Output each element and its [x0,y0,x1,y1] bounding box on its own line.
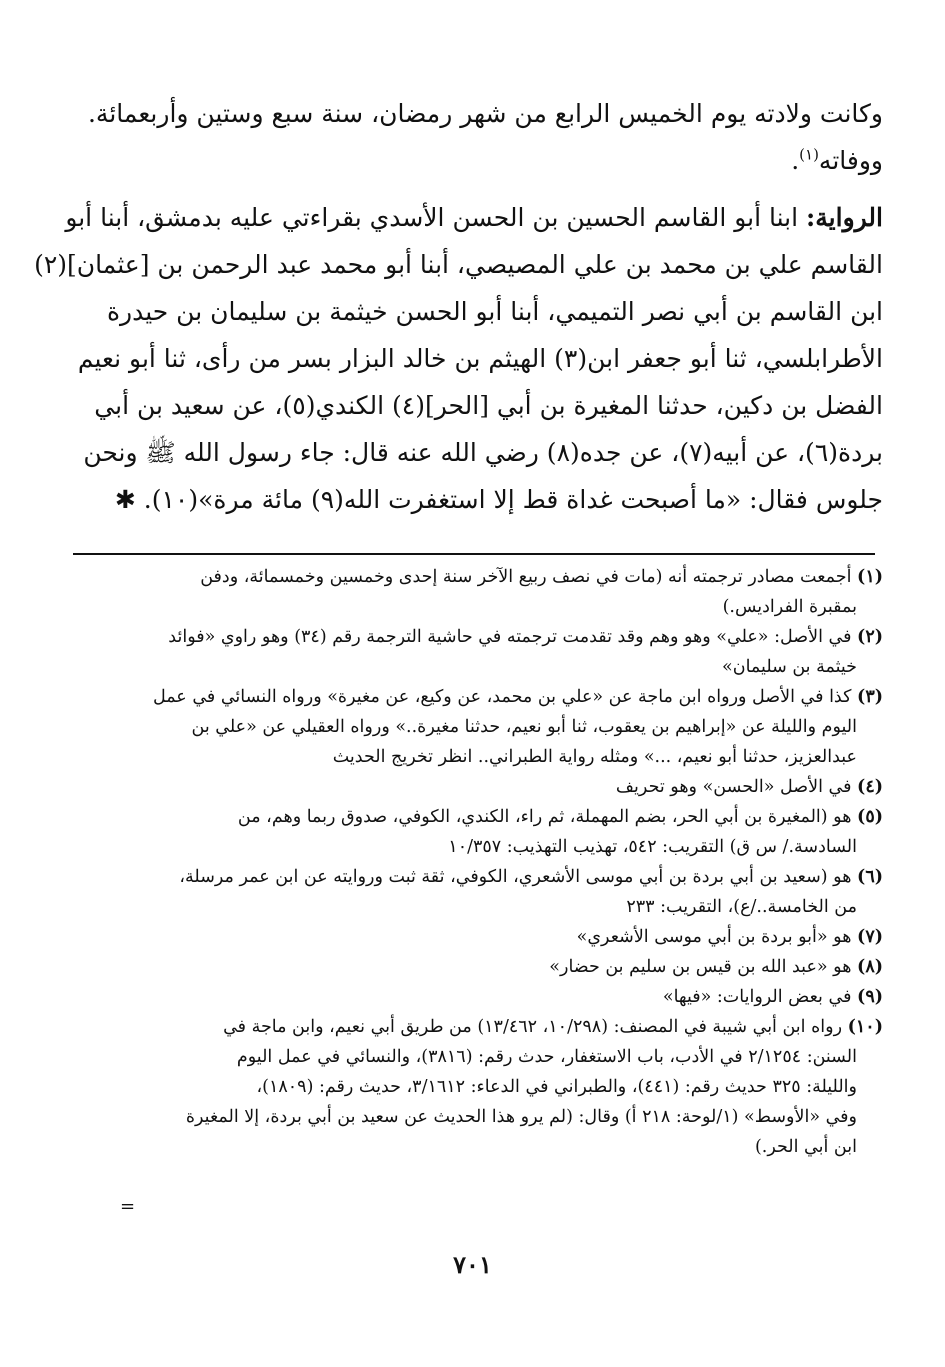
footnote-number: (٤) [857,777,883,797]
footnote-text: هو (المغيرة بن أبي الحر، بضم المهملة، ثم راء، الكندي، الكوفي، صدوق ربما وهم، من [237,807,852,827]
footnote-3-cont-1: اليوم والليلة عن «إبراهيم بن يعقوب، ثنا أبو نعيم، حدثنا مغيرة..» ورواه العقيلي عن «علي بن [191,717,857,737]
death-word: ووفاته [818,146,883,175]
footnote-9 [108,982,883,1012]
text-line-9: جلوس فقال: «ما أصبحت غداة قط إلا استغفرت الله(٩) مائة مرة»(١٠). ✱ [114,485,883,514]
footnote-number: (٦) [857,867,883,887]
footnote-7 [108,922,883,952]
text-line-2 [108,137,883,184]
footnote-number: (٢) [857,627,883,647]
footnote-number: (١) [857,567,883,587]
footnote-text: هو «عبد الله بن قيس بن سليم بن حضار» [549,957,852,977]
text-line-3 [65,194,883,241]
footnote-text: في الأصل «الحسن» وهو تحريف [615,777,852,797]
footnote-10-cont-3: وفي «الأوسط» (١/لوحة: ٢١٨ أ) وقال: (لم يرو هذا الحديث عن سعيد بن أبي بردة، إلا المغيرة [185,1107,857,1127]
footnote-text: هو «أبو بردة بن أبي موسى الأشعري» [576,927,852,947]
line-end-dot: . [791,146,800,175]
continuation-mark: = [120,1196,136,1217]
riwaya-label: الرواية: [806,203,883,232]
footnote-number: (٧) [857,927,883,947]
footnote-10-cont-1: السنن: ٢/١٢٥٤ في الأدب، باب الاستغفار، حدث رقم: (٣٨١٦)، والنسائي في عمل اليوم [236,1047,857,1067]
text-line-8: بردة(٦)، عن أبيه(٧)، عن جده(٨) رضي الله عنه قال: جاء رسول الله ﷺ ونحن [83,438,883,467]
footnote-number: (٣) [857,687,883,707]
footnote-number: (٩) [857,987,883,1007]
footnotes [108,562,883,1162]
footnote-number: (٥) [857,807,883,827]
footnote-text: رواه ابن أبي شيبة في المصنف: (١٠/٢٩٨، ١٣/٤٦٢) من طريق أبي نعيم، وابن ماجة في [223,1017,843,1037]
text-line-4: القاسم علي بن محمد بن علي المصيصي، أبنا أبو محمد عبد الرحمن بن [عثمان](٢) [34,250,883,279]
footnote-ref-1: (١) [799,145,819,164]
paragraph-gap [108,184,883,194]
footnote-10-cont-4: ابن أبي الحر.) [754,1137,857,1157]
footnote-text: في بعض الروايات: «فيها» [662,987,852,1007]
riwaya-text-1: ابنا أبو القاسم الحسين بن الحسن الأسدي بقراءتي عليه بدمشق، أبنا أبو [65,203,799,232]
footnote-number: (١٠) [847,1017,883,1037]
footnote-10-cont-2: والليلة: ٣٢٥ حديث رقم: (٤٤١)، والطبراني في الدعاء: ٣/١٦١٢، حديث رقم: (١٨٠٩)، [256,1077,857,1097]
footnote-2 [108,622,883,652]
footnote-5 [108,802,883,832]
text-line-1: وكانت ولادته يوم الخميس الرابع من شهر رمضان، سنة سبع وستين وأربعمائة. [87,99,883,128]
text-line-6: الأطرابلسي، ثنا أبو جعفر ابن(٣) الهيثم بن خالد البزار بسر من رأى، ثنا أبو نعيم [77,344,883,373]
text-line-5: ابن القاسم بن أبي نصر التميمي، أبنا أبو الحسن خيثمة بن سليمان بن حيدرة [106,297,883,326]
footnote-5-cont: السادسة./ س ق) التقريب: ٥٤٢، تهذيب التهذيب: ١٠/٣٥٧ [448,837,857,857]
footnote-3-cont-2: عبدالعزيز، حدثنا أبو نعيم، ...» ومثله رواية الطبراني.. انظر تخريج الحديث [332,747,857,767]
text-line-7: الفضل بن دكين، حدثنا المغيرة بن أبي [الحر](٤) الكندي(٥)، عن سعيد بن أبي [94,391,883,420]
footnote-10 [108,1012,883,1042]
footnote-separator [73,553,875,555]
footnote-text: أجمعت مصادر ترجمته أنه (مات في نصف ربيع الآخر سنة إحدى وخمسين وخمسمائة، ودفن [200,567,852,587]
footnote-3 [108,682,883,712]
footnote-text: في الأصل: «علي» وهو وهم وقد تقدمت ترجمته في حاشية الترجمة رقم (٣٤) وهو راوي «فوائد [168,627,852,647]
footnote-4 [108,772,883,802]
footnote-6-cont: من الخامسة../ع)، التقريب: ٢٣٣ [626,897,857,917]
footnote-text: هو (سعيد بن أبي بردة بن أبي موسى الأشعري، الكوفي، ثقة ثبت وروايته عن ابن عمر مرسلة، [179,867,852,887]
footnote-number: (٨) [857,957,883,977]
footnote-8 [108,952,883,982]
footnote-1 [108,562,883,592]
page-number: ٧٠١ [453,1250,492,1279]
footnote-2-cont: خيثمة بن سليمان» [722,657,857,677]
footnote-6 [108,862,883,892]
footnote-1-cont: بمقبرة الفراديس.) [722,597,857,617]
main-text [34,90,883,523]
footnote-text: كذا في الأصل ورواه ابن ماجة عن «علي بن محمد، عن وكيع، عن مغيرة» ورواه النسائي في عمل [152,687,852,707]
